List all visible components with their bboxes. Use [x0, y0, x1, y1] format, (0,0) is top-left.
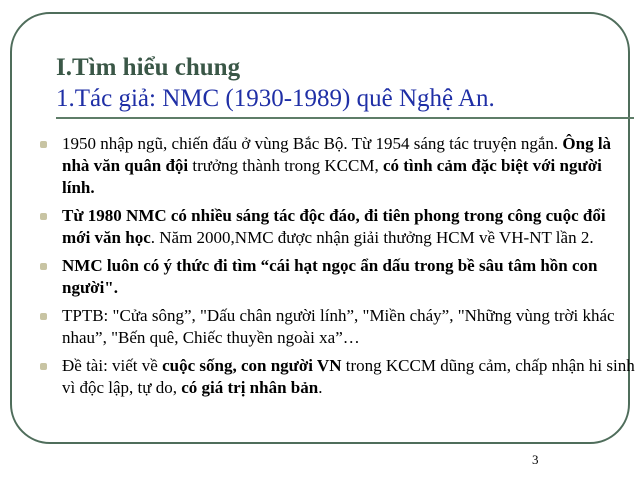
- bullet-item: [40, 305, 636, 349]
- bullet-text: trong KCCM dũng cảm, chấp nhận hi sinh vì độc lập, tự do,: [62, 356, 635, 397]
- bullet-text: . Năm 2000,NMC được nhận giải thưởng HCM về VH-NT lần 2.: [150, 228, 594, 247]
- divider: [56, 117, 634, 119]
- bullet-icon: [40, 141, 47, 148]
- bullet-emphasis: Từ 1980 NMC có nhiều sáng tác độc đáo, đi tiên phong trong công cuộc đổi mới văn học: [62, 206, 606, 247]
- bullet-icon: [40, 363, 47, 370]
- bullet-text: .: [90, 178, 95, 197]
- bullet-text: trưởng thành trong KCCM,: [188, 156, 383, 175]
- bullet-icon: [40, 313, 47, 320]
- bullet-icon: [40, 213, 47, 220]
- bullet-icon: [40, 263, 47, 270]
- bullet-item: [40, 133, 636, 199]
- bullet-text: Đề tài: viết về: [62, 356, 163, 375]
- bullet-item: [40, 355, 636, 399]
- bullet-emphasis: NMC luôn có ý thức đi tìm “cái hạt ngọc ẩn dấu trong bề sâu tâm hồn con người".: [62, 256, 598, 297]
- slide-title: I.Tìm hiểu chung: [56, 54, 241, 81]
- bullet-emphasis: có giá trị nhân bản: [181, 378, 319, 397]
- bullet-emphasis: có tình cảm đặc biệt với người lính: [62, 156, 602, 197]
- page-number: 3: [532, 452, 539, 467]
- bullet-item: [40, 255, 636, 299]
- bullet-text: .: [318, 378, 323, 397]
- bullet-text: 1950 nhập ngũ, chiến đấu ở vùng Bắc Bộ. Từ 1954 sáng tác truyện ngắn.: [62, 134, 563, 153]
- bullet-emphasis: Ông là nhà văn quân đội: [62, 134, 612, 175]
- bullet-emphasis: cuộc sống, con người VN: [162, 356, 342, 375]
- bullet-list: [40, 133, 636, 405]
- bullet-text: TPTB: "Cửa sông”, "Dấu chân người lính”, "Miền cháy”, "Những vùng trời khác nhau”, "Bến quê, Chiếc thuyền ngoài xa”…: [62, 306, 615, 347]
- bullet-item: [40, 205, 636, 249]
- slide-subtitle: 1.Tác giả: NMC (1930-1989) quê Nghệ An.: [56, 85, 495, 112]
